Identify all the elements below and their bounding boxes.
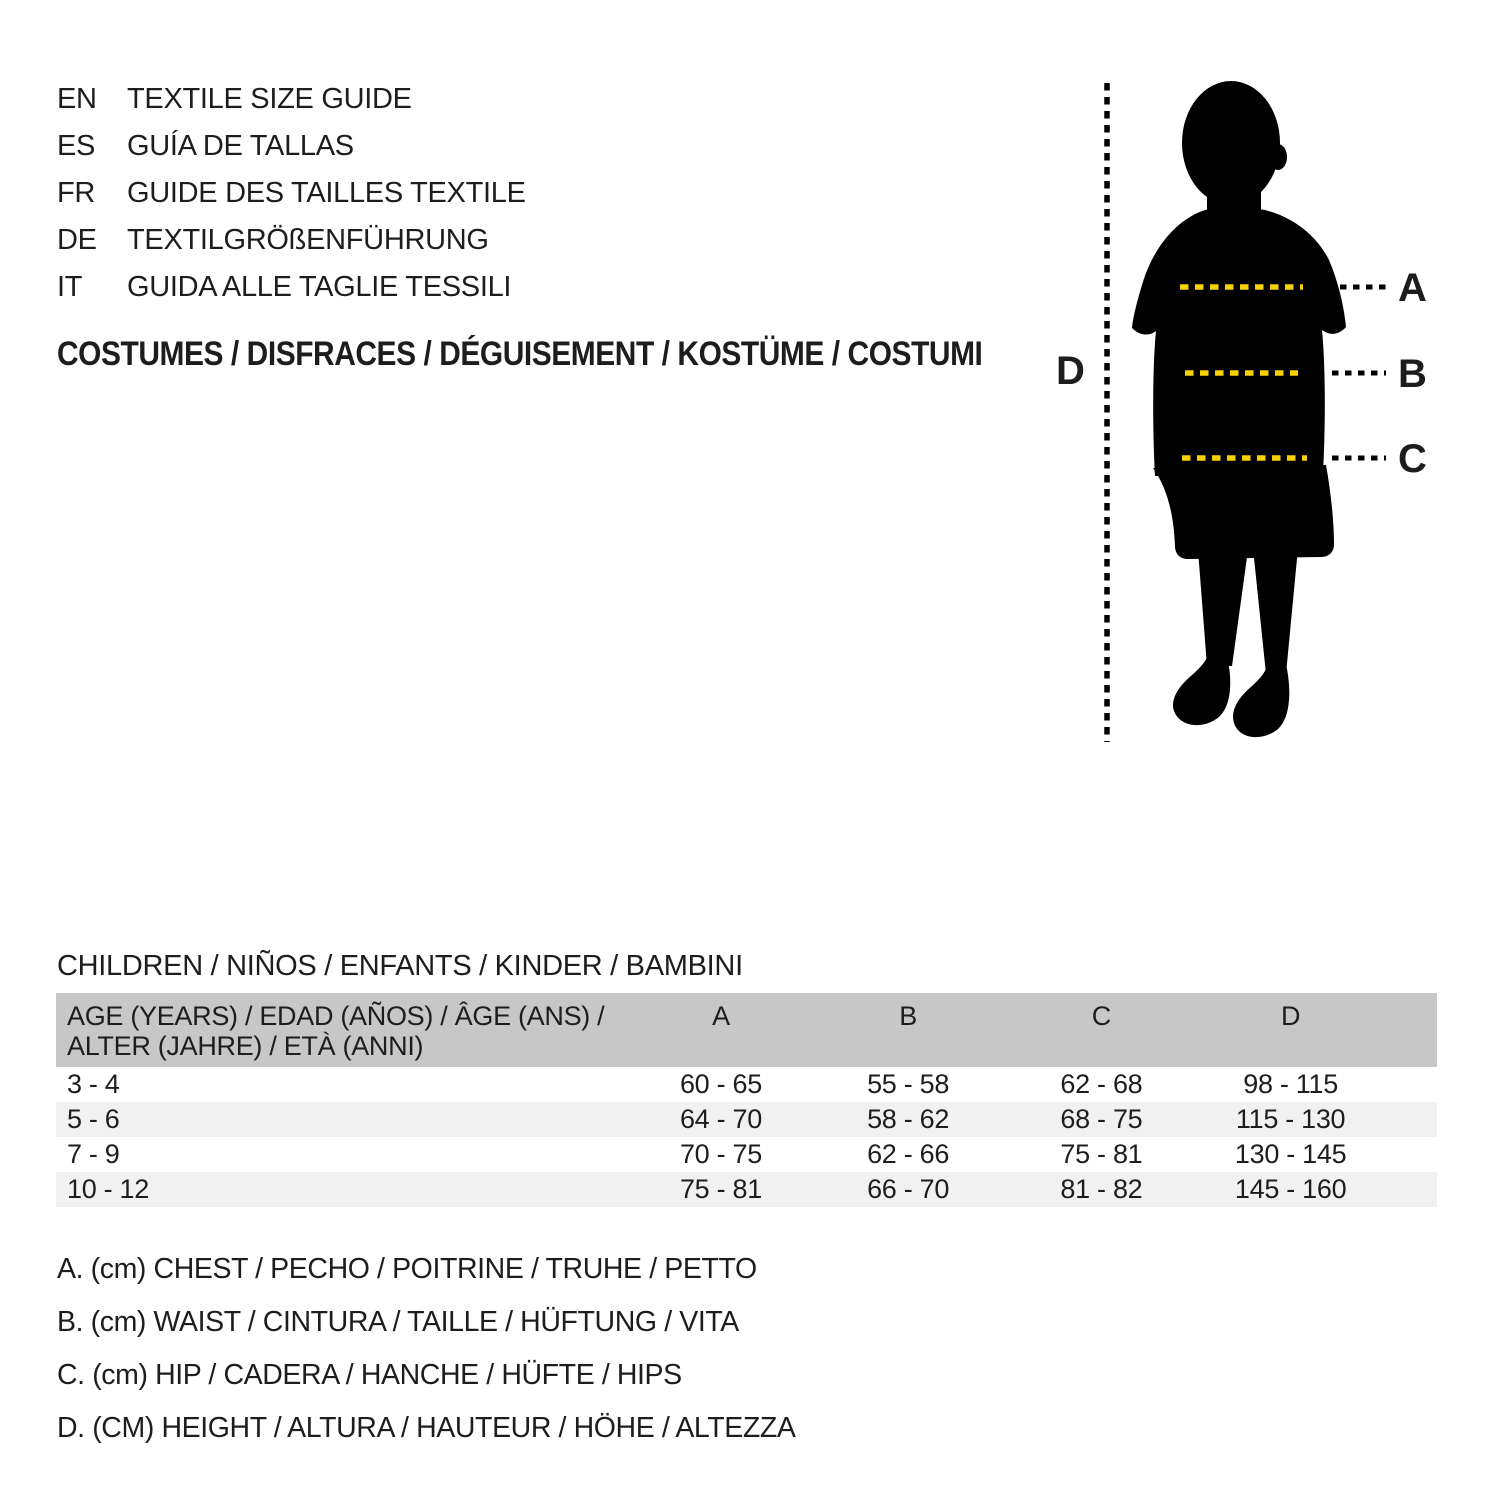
children-size-table: [56, 993, 1437, 1207]
language-title: GUIDA ALLE TAGLIE TESSILI: [127, 271, 512, 303]
figure-label-waist: B: [1398, 352, 1427, 396]
language-title: TEXTILGRÖßENFÜHRUNG: [127, 224, 489, 256]
children-section-title: CHILDREN / NIÑOS / ENFANTS / KINDER / BAMBINI: [57, 950, 743, 982]
row-spacer: [1382, 1102, 1437, 1137]
measurement-legend: [57, 1243, 796, 1455]
language-row-en: [57, 76, 526, 123]
language-title-list: [57, 76, 526, 311]
waist-cell: 58 - 62: [867, 1104, 950, 1134]
height-cell: 145 - 160: [1234, 1174, 1347, 1204]
age-header-line2: ALTER (JAHRE) / ETÀ (ANNI): [67, 1031, 424, 1061]
header-spacer: [1382, 993, 1437, 1067]
language-code: DE: [57, 224, 97, 256]
age-cell: 5 - 6: [67, 1104, 120, 1134]
language-row-it: [57, 264, 526, 311]
row-spacer: [1382, 1067, 1437, 1102]
table-header-row: [56, 993, 1437, 1067]
column-header-a: A: [629, 993, 813, 1067]
waist-cell: 55 - 58: [867, 1069, 950, 1099]
legend-item-chest: A. (cm) CHEST / PECHO / POITRINE / TRUHE / PETTO: [57, 1253, 757, 1285]
language-row-fr: [57, 170, 526, 217]
language-row-es: [57, 123, 526, 170]
legend-item-hip: C. (cm) HIP / CADERA / HANCHE / HÜFTE / HIPS: [57, 1359, 682, 1391]
language-code: FR: [57, 177, 96, 209]
measurement-figure: [1040, 60, 1460, 760]
language-title: GUIDE DES TAILLES TEXTILE: [127, 177, 526, 209]
column-header-b: B: [813, 993, 1004, 1067]
waist-cell: 66 - 70: [867, 1174, 950, 1204]
chest-cell: 60 - 65: [679, 1069, 762, 1099]
child-silhouette-diagram: [1040, 60, 1460, 760]
hip-cell: 75 - 81: [1060, 1139, 1143, 1169]
table-row: [56, 1137, 1437, 1172]
language-code: IT: [57, 271, 83, 303]
language-title: GUÍA DE TALLAS: [127, 130, 354, 162]
table-row: [56, 1067, 1437, 1102]
age-column-header: [56, 993, 629, 1067]
height-cell: 98 - 115: [1243, 1069, 1338, 1099]
waist-cell: 62 - 66: [867, 1139, 950, 1169]
column-header-d: D: [1199, 993, 1381, 1067]
row-spacer: [1382, 1137, 1437, 1172]
language-title: TEXTILE SIZE GUIDE: [127, 83, 412, 115]
table-row: [56, 1102, 1437, 1137]
column-header-c: C: [1003, 993, 1199, 1067]
age-cell: 3 - 4: [67, 1069, 120, 1099]
legend-item-height: D. (CM) HEIGHT / ALTURA / HAUTEUR / HÖHE / ALTEZZA: [57, 1412, 796, 1444]
hip-cell: 68 - 75: [1060, 1104, 1143, 1134]
table-row: [56, 1172, 1437, 1207]
height-cell: 115 - 130: [1235, 1104, 1346, 1134]
child-silhouette: [1132, 81, 1346, 737]
language-row-de: [57, 217, 526, 264]
figure-label-hip: C: [1398, 437, 1427, 481]
category-title: COSTUMES / DISFRACES / DÉGUISEMENT / KOSTÜME / COSTUMI: [57, 335, 983, 373]
figure-label-height: D: [1056, 349, 1085, 393]
chest-cell: 64 - 70: [679, 1104, 762, 1134]
legend-item-waist: B. (cm) WAIST / CINTURA / TAILLE / HÜFTUNG / VITA: [57, 1306, 739, 1338]
age-header-line1: AGE (YEARS) / EDAD (AÑOS) / ÂGE (ANS) /: [67, 1001, 605, 1031]
hip-cell: 62 - 68: [1060, 1069, 1143, 1099]
language-code: ES: [57, 130, 96, 162]
language-code: EN: [57, 83, 97, 115]
figure-label-chest: A: [1398, 266, 1427, 310]
age-cell: 7 - 9: [67, 1139, 120, 1169]
row-spacer: [1382, 1172, 1437, 1207]
hip-cell: 81 - 82: [1060, 1174, 1143, 1204]
chest-cell: 70 - 75: [679, 1139, 762, 1169]
chest-cell: 75 - 81: [679, 1174, 762, 1204]
height-cell: 130 - 145: [1234, 1139, 1347, 1169]
age-cell: 10 - 12: [67, 1174, 149, 1204]
